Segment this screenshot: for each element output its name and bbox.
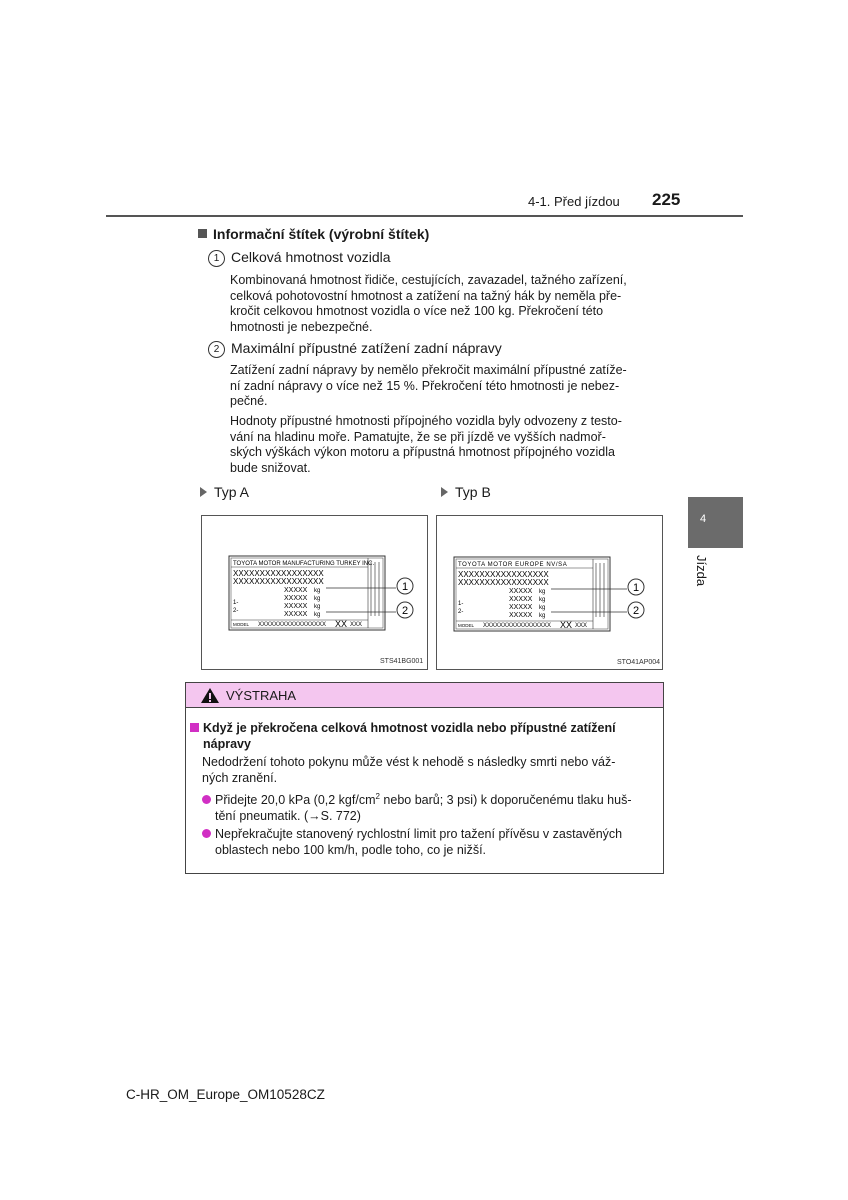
plate-kg-unit-1: kg <box>539 589 546 595</box>
text-line: bude snižovat. <box>230 460 311 475</box>
plate-kg-row-4: XXXXX <box>509 612 533 619</box>
plate-row-label-1: 1- <box>233 600 239 606</box>
plate-maker-text: TOYOTA MOTOR EUROPE NV/SA <box>458 562 568 568</box>
text-line: ských výškách výkon motoru a přípustná hmotnost přípojného vozidla <box>230 445 615 460</box>
warning-text <box>202 754 658 786</box>
warning-heading-line-1: Když je překročena celková hmotnost vozidla nebo přípustné zatížení <box>203 721 616 735</box>
plate-kg-unit-1: kg <box>314 588 321 594</box>
plate-illustration-a <box>202 516 427 669</box>
plate-kg-row-2: XXXXX <box>509 596 533 603</box>
plate-kg-unit-2: kg <box>539 597 546 603</box>
plate-model-value: XXXXXXXXXXXXXXXXX <box>483 623 552 629</box>
figure-code-b: STO41AP004 <box>617 659 661 666</box>
callout-1-a: 1 <box>401 581 409 593</box>
chapter-tab <box>688 497 743 548</box>
warning-heading-line-2: nápravy <box>203 737 251 751</box>
text-line <box>190 720 658 736</box>
typ-a-label-text: Typ A <box>214 484 250 500</box>
plate-xrow-1: XXXXXXXXXXXXXXXXX <box>233 569 324 578</box>
triangle-bullet-icon <box>441 487 448 497</box>
plate-illustration-b <box>437 516 662 669</box>
callout-2-b: 2 <box>632 605 640 617</box>
text-line: Kombinovaná hmotnost řidiče, cestujících, zavazadel, tažného zařízení, <box>230 273 627 287</box>
item-2-paragraph-2 <box>230 414 658 476</box>
text-line: ných zranění. <box>202 771 278 785</box>
item-2-paragraph-1 <box>230 363 658 410</box>
plate-model-suffix-small: XXX <box>350 622 363 628</box>
header-rule <box>106 215 743 217</box>
plate-xrow-1: XXXXXXXXXXXXXXXXX <box>458 570 549 579</box>
header-section: 4-1. Před jízdou <box>528 194 620 209</box>
warning-box <box>185 682 664 874</box>
warning-bullet-1 <box>202 789 658 824</box>
plate-kg-row-3: XXXXX <box>509 604 533 611</box>
magenta-dot-bullet-icon <box>202 795 211 804</box>
plate-kg-row-4: XXXXX <box>284 611 308 618</box>
bullet-1-text-a: Přidejte 20,0 kPa (0,2 kgf/cm <box>215 793 376 808</box>
text-line: Hodnoty přípustné hmotnosti přípojného vozidla byly odvozeny z testo- <box>230 414 622 428</box>
plate-kg-row-2: XXXXX <box>284 595 308 602</box>
bullet-1-text-b: nebo barů; 3 psi) k doporučenému tlaku huš- <box>379 793 632 808</box>
square-bullet-icon <box>198 229 207 238</box>
callout-1-b: 1 <box>632 582 640 594</box>
typ-a-label <box>200 484 249 500</box>
footer-doc-code: C-HR_OM_Europe_OM10528CZ <box>126 1087 325 1102</box>
plate-kg-unit-4: kg <box>539 613 546 619</box>
circled-number-2-icon: 2 <box>208 341 225 358</box>
figure-code-a: STS41BG001 <box>380 658 424 665</box>
page-number: 225 <box>652 190 681 209</box>
item-2-title <box>208 340 502 358</box>
item-1-title-text: Celková hmotnost vozidla <box>231 249 391 265</box>
warning-heading <box>190 720 658 752</box>
plate-kg-unit-3: kg <box>539 605 546 611</box>
plate-model-suffix-big: XX <box>335 619 348 629</box>
warning-title: VÝSTRAHA <box>226 688 297 703</box>
warning-header <box>186 683 663 708</box>
item-1-title <box>208 249 391 267</box>
text-line: Nedodržení tohoto pokynu může vést k nehodě s následky smrti nebo váž- <box>202 755 616 769</box>
bullet-1-line-2: tění pneumatik. (→S. 772) <box>215 809 361 824</box>
plate-kg-row-1: XXXXX <box>284 587 308 594</box>
text-line: celková pohotovostní hmotnost a zatížení na tažný hák by neměla pře- <box>230 288 622 303</box>
text-line: pečné. <box>230 394 268 409</box>
plate-xrow-2: XXXXXXXXXXXXXXXXX <box>458 578 549 587</box>
bullet-2-line-2: oblastech nebo 100 km/h, podle toho, co je nižší. <box>215 843 487 857</box>
plate-model-suffix-small: XXX <box>575 623 588 629</box>
magenta-dot-bullet-icon <box>202 829 211 838</box>
text-line: hmotnosti je nebezpečné. <box>230 319 373 334</box>
text-line: vání na hladinu moře. Pamatujte, že se při jízdě ve vyšších nadmoř- <box>230 429 606 444</box>
circled-number-1-icon: 1 <box>208 250 225 267</box>
typ-b-label <box>441 484 491 500</box>
chapter-label: Jízda <box>694 555 709 587</box>
plate-row-label-1: 1- <box>458 601 464 607</box>
callout-2-a: 2 <box>401 605 409 617</box>
text-line <box>202 789 658 808</box>
item-1-paragraph <box>230 273 658 335</box>
bullet-1-superscript: 2 <box>375 792 380 801</box>
text-line: Zatížení zadní nápravy by nemělo překročit maximální přípustné zatíže- <box>230 363 627 377</box>
warning-triangle-icon <box>200 687 220 704</box>
magenta-square-bullet-icon <box>190 723 199 732</box>
text-line <box>202 826 658 842</box>
plate-model-label: MODEL <box>233 622 250 627</box>
plate-model-suffix-big: XX <box>560 620 573 630</box>
warning-bullet-2 <box>202 826 658 858</box>
text-line: ní zadní nápravy o více než 15 %. Překročení této hmotnosti je nebez- <box>230 378 620 393</box>
plate-kg-unit-4: kg <box>314 612 321 618</box>
figure-typ-b <box>436 515 663 670</box>
section-title <box>198 226 429 242</box>
plate-model-label: MODEL <box>458 623 475 628</box>
plate-kg-row-3: XXXXX <box>284 603 308 610</box>
figure-typ-a <box>201 515 428 670</box>
plate-kg-row-1: XXXXX <box>509 588 533 595</box>
plate-row-label-2: 2- <box>458 609 464 615</box>
text-line: kročit celkovou hmotnost vozidla o více než 100 kg. Překročení této <box>230 304 604 319</box>
plate-row-label-2: 2- <box>233 608 239 614</box>
plate-xrow-2: XXXXXXXXXXXXXXXXX <box>233 577 324 586</box>
plate-kg-unit-2: kg <box>314 596 321 602</box>
typ-b-label-text: Typ B <box>455 484 491 500</box>
bullet-2-text: Nepřekračujte stanovený rychlostní limit pro tažení přívěsu v zastavěných <box>215 827 623 841</box>
section-title-text: Informační štítek (výrobní štítek) <box>213 226 430 242</box>
triangle-bullet-icon <box>200 487 207 497</box>
chapter-number: 4 <box>700 513 707 525</box>
plate-maker-text: TOYOTA MOTOR MANUFACTURING TURKEY INC. <box>233 561 375 567</box>
item-2-title-text: Maximální přípustné zatížení zadní nápravy <box>231 340 502 356</box>
plate-kg-unit-3: kg <box>314 604 321 610</box>
plate-model-value: XXXXXXXXXXXXXXXXX <box>258 622 327 628</box>
